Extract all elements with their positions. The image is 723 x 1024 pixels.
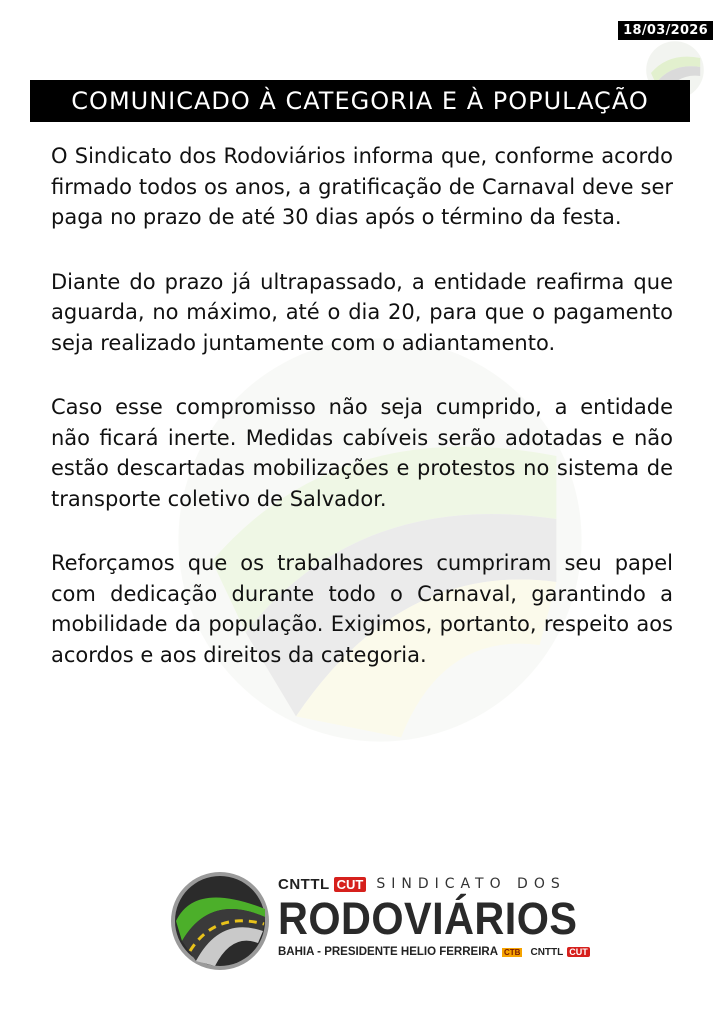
paragraph-4: Reforçamos que os trabalhadores cumpriram seu papel com dedicação durante todo o Carnaval, garantindo a mobilidade da população. Exigimos, portanto, respeito aos acordos e aos direitos da categoria.: [51, 551, 673, 667]
rodoviarios-road-logo-icon: [170, 871, 270, 971]
union-footer-logo: [170, 865, 588, 970]
date-badge: 18/03/2026: [618, 21, 713, 40]
paragraph-1: O Sindicato dos Rodoviários informa que, conforme acordo firmado todos os anos, a gratificação de Carnaval deve ser paga no prazo de até 30 dias após o término da festa.: [51, 144, 673, 229]
ctb-badge: CTB: [504, 947, 521, 957]
page-title: COMUNICADO À CATEGORIA E À POPULAÇÃO: [30, 80, 690, 122]
footer-subtitle: BAHIA - PRESIDENTE HELIO FERREIRA: [278, 946, 499, 958]
communique-body: [51, 141, 673, 704]
rodoviarios-wordmark: RODOVIÁRIOS: [278, 893, 578, 944]
cut-badge: CUT: [334, 877, 367, 892]
cut-small-badge: CUT: [569, 947, 588, 957]
sindicato-label: SINDICATO DOS: [376, 876, 566, 892]
paragraph-3: Caso esse compromisso não seja cumprido, a entidade não ficará inerte. Medidas cabíveis serão adotadas e não estão descartadas mobilizações e protestos no sistema de transporte coletivo de Salvador.: [51, 395, 673, 511]
cnttl-label: CNTTL: [278, 875, 330, 893]
cnttl-small-label: CNTTL: [530, 946, 564, 958]
paragraph-2: Diante do prazo já ultrapassado, a entidade reafirma que aguarda, no máximo, até o dia 20, para que o pagamento seja realizado juntamente com o adiantamento.: [51, 269, 673, 355]
